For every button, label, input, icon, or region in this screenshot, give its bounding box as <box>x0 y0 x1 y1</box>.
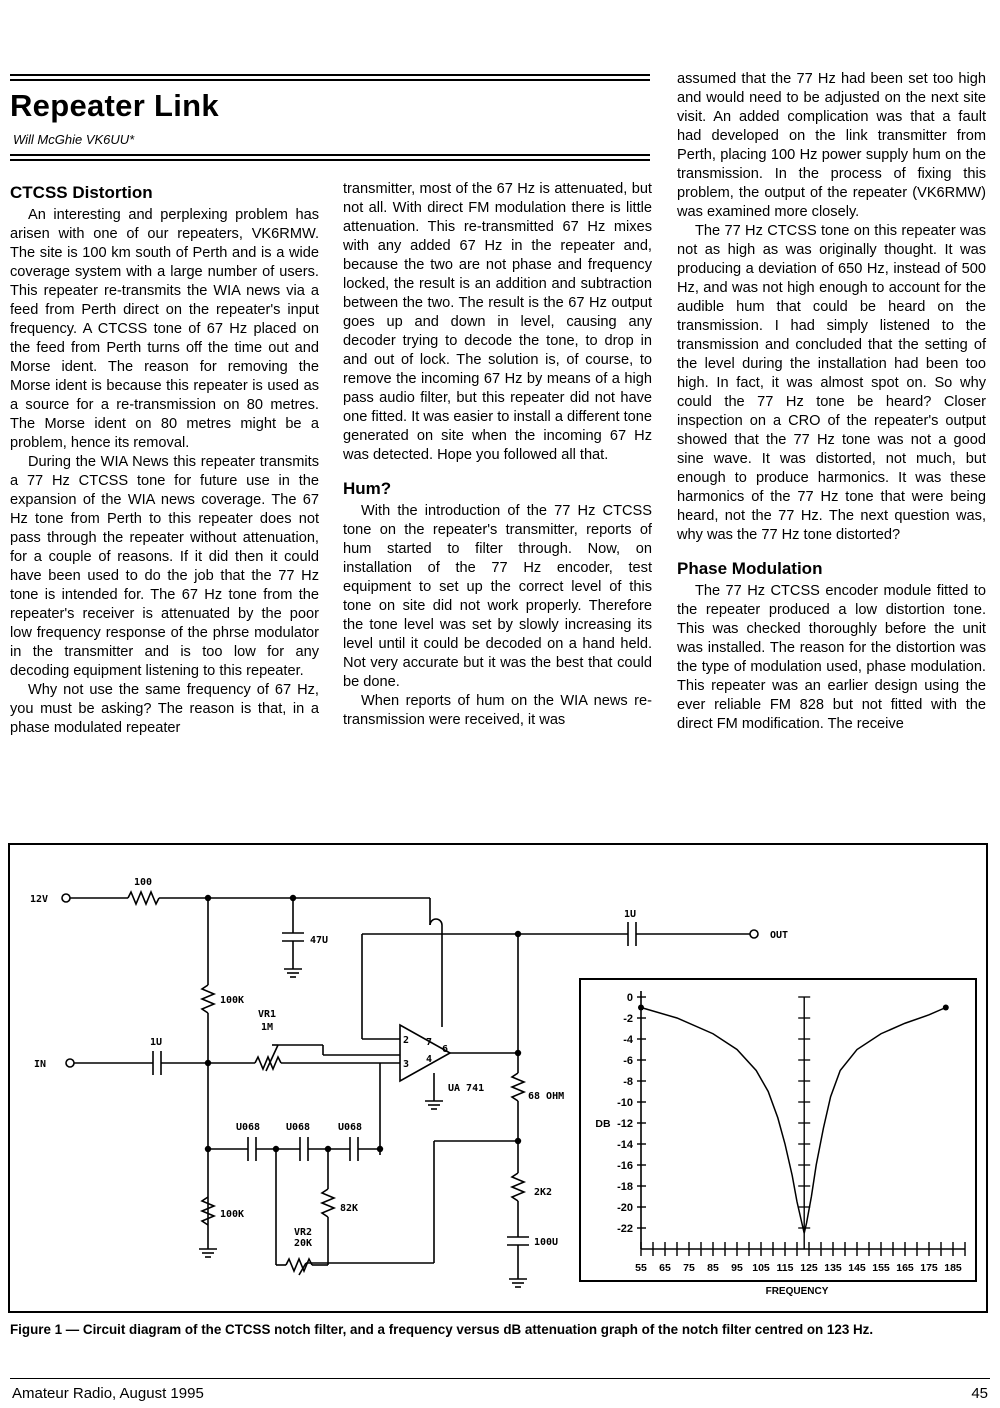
label-r68: 68 OHM <box>528 1091 565 1102</box>
label-c1u-out: 1U <box>624 909 637 920</box>
label-c1u-in: 1U <box>150 1037 163 1048</box>
data-point <box>638 1005 644 1011</box>
label-vr2: VR2 <box>294 1227 313 1238</box>
top-rule-2 <box>10 79 650 81</box>
top-rule <box>10 74 650 76</box>
y-tick-label: -14 <box>617 1139 633 1151</box>
paragraph: When reports of hum on the WIA news re-transmission were received, it was <box>343 693 652 728</box>
label-r82k: 82K <box>340 1203 359 1214</box>
resistor-100 <box>128 892 159 904</box>
y-axis-label: DB <box>595 1118 611 1130</box>
label-pin6: 6 <box>442 1044 449 1055</box>
section-heading-hum: Hum? <box>343 479 392 498</box>
y-tick-label: -22 <box>617 1223 633 1235</box>
column-2 <box>343 180 652 730</box>
label-pin3: 3 <box>403 1059 410 1070</box>
x-tick-label: 155 <box>872 1262 890 1274</box>
label-r100k-b: 100K <box>220 1209 245 1220</box>
paragraph: The 77 Hz CTCSS encoder module fitted to the repeater produced a low distortion tone. This was checked thoroughly before the unit was installed. The reason for the distortion was the type of modulation used, phase modulation. This repeater was an earlier design using the ever reliable FM 828 but not fitted with the direct FM modification. The receive <box>677 583 986 732</box>
y-tick-label: -16 <box>617 1160 633 1172</box>
resistor-82k <box>322 1189 334 1217</box>
label-out: OUT <box>770 930 789 941</box>
x-tick-label: 125 <box>800 1262 818 1274</box>
y-tick-label: -8 <box>623 1076 633 1088</box>
figure-caption: Figure 1 — Circuit diagram of the CTCSS notch filter, and a frequency versus dB attenuation graph of the notch filter centred on 123 Hz. <box>10 1322 874 1337</box>
label-c47: 47U <box>310 935 329 946</box>
potentiometer-vr2 <box>286 1259 312 1271</box>
y-tick-label: -18 <box>617 1181 633 1193</box>
figure-1 <box>8 843 988 1313</box>
resistor-68ohm <box>512 1073 524 1101</box>
x-tick-label: 115 <box>776 1262 794 1274</box>
x-tick-label: 105 <box>752 1262 770 1274</box>
label-12v: 12V <box>30 894 49 905</box>
y-tick-label: 0 <box>626 992 633 1004</box>
x-tick-label: 165 <box>896 1262 914 1274</box>
y-tick-label: -4 <box>623 1034 633 1046</box>
footer-rule <box>10 1378 990 1379</box>
x-tick-label: 65 <box>659 1262 671 1274</box>
y-tick-label: -12 <box>617 1118 633 1130</box>
x-tick-label: 75 <box>683 1262 695 1274</box>
paragraph: During the WIA News this repeater transmits a 77 Hz CTCSS tone for future use in the expansion of the WIA news coverage. The 67 Hz tone from Perth to this repeater does not pass through the repeater without attenuation, for a couple of reasons. If it did then it could have been used to do the job that the 77 Hz tone is intended for. The 67 Hz tone from the repeater's receiver is attenuated by the poor low frequency response of the phrse modulator in the transmitter and is too low for any decoding equipment listening to this repeater. <box>10 454 319 679</box>
y-tick-label: -10 <box>617 1097 633 1109</box>
x-tick-label: 175 <box>920 1262 938 1274</box>
paragraph: An interesting and perplexing problem has arisen with one of our repeaters, VK6RMW. The site is 100 km south of Perth and is a wide coverage system with a large number of users. This repeater re-transmits the WIA news via a feed from Perth direct on the repeater's input frequency. A CTCSS tone of 67 Hz placed on the feed from Perth turns off the time out and Morse ident. The reason for removing the Morse ident is because this repeater is used as a source for a re-transmission on 80 metres. The Morse ident on 80 metres might be a problem, hence its removal. <box>10 207 319 451</box>
footer-publication: Amateur Radio, August 1995 <box>12 1385 204 1402</box>
label-c068a: U068 <box>236 1122 261 1133</box>
label-vr1: VR1 <box>258 1009 277 1020</box>
terminal-in <box>66 1059 74 1067</box>
paragraph: transmitter, most of the 67 Hz is attenuated, but not all. With direct FM modulation there is little attenuation. This re-transmitted 67 Hz mixes with any added 67 Hz in the repeater and, because the two are not phase and frequency locked, the result is an addition and subtraction between the two. The result is the 67 Hz output goes up and down in level, causing any decoder trying to decode the tone, to drop in and out of lock. The solution is, of course, to remove the incoming 67 Hz by means of a high pass audio filter, but this repeater did not have one fitted. It was easier to install a different tone generated on site when the incoming 67 Hz was detected. Hope you followed all that. <box>343 181 652 463</box>
label-vr2-value: 20K <box>294 1238 313 1249</box>
y-tick-label: -6 <box>623 1055 633 1067</box>
data-point <box>943 1005 949 1011</box>
label-pin4: 4 <box>426 1054 433 1065</box>
x-tick-label: 85 <box>707 1262 719 1274</box>
x-axis-label: FREQUENCY <box>765 1286 829 1297</box>
x-tick-label: 145 <box>848 1262 866 1274</box>
label-c068c: U068 <box>338 1122 363 1133</box>
series-line <box>641 1008 946 1234</box>
resistor-100k <box>202 985 214 1013</box>
circuit-diagram <box>10 845 990 1315</box>
y-tick-label: -20 <box>617 1202 633 1214</box>
paragraph: assumed that the 77 Hz had been set too high and would need to be adjusted on the next site visit. An added complication was that a fault had developed on the link transmitter from Perth, placing 100 Hz power supply hum on the transmission. In the process of fixing this problem, the output of the repeater (VK6RMW) was examined more closely. <box>677 71 986 220</box>
section-heading-ctcss: CTCSS Distortion <box>10 183 153 202</box>
label-in: IN <box>34 1059 47 1070</box>
label-r100k-a: 100K <box>220 995 245 1006</box>
resistor-2k2 <box>512 1173 524 1201</box>
label-r100: 100 <box>134 877 153 888</box>
paragraph: Why not use the same frequency of 67 Hz, you must be asking? The reason is that, in a phase modulated repeater <box>10 682 319 736</box>
column-1 <box>10 183 319 738</box>
chart-frame <box>580 979 976 1281</box>
label-vr1-value: 1M <box>261 1022 274 1033</box>
paragraph: The 77 Hz CTCSS tone on this repeater was not as high as was originally thought. It was producing a deviation of 650 Hz, instead of 500 Hz, and was not high enough to account for the audible hum that could be heard on the transmission. I had simply listened to the transmission and concluded that the setting of the level during the installation had been too high. In fact, it was almost spot on. So why could the 77 Hz tone be heard? Closer inspection on a CRO of the repeater's output showed that the 77 Hz tone was not a good sine wave. It was distorted, not much, but enough to produce harmonics. It was these harmonics of the 77 Hz tone that were being heard, not the 77 Hz. The next question was, why was the 77 Hz tone distorted? <box>677 223 986 543</box>
byline: Will McGhie VK6UU* <box>13 132 135 147</box>
notch-filter-chart <box>595 991 965 1297</box>
label-c100u: 100U <box>534 1237 559 1248</box>
label-pin7: 7 <box>426 1037 433 1048</box>
column-3 <box>677 70 986 734</box>
page-number: 45 <box>971 1385 988 1402</box>
y-tick-label: -2 <box>623 1013 633 1025</box>
label-pin2: 2 <box>403 1035 410 1046</box>
terminal-12v <box>62 894 70 902</box>
section-heading-phase-modulation: Phase Modulation <box>677 559 823 578</box>
terminal-out <box>750 930 758 938</box>
x-tick-label: 95 <box>731 1262 743 1274</box>
article-title: Repeater Link <box>10 88 219 123</box>
x-tick-label: 185 <box>944 1262 962 1274</box>
x-tick-label: 135 <box>824 1262 842 1274</box>
mid-rule-2 <box>10 159 650 161</box>
x-tick-label: 55 <box>635 1262 647 1274</box>
label-r2k2: 2K2 <box>534 1187 553 1198</box>
label-c068b: U068 <box>286 1122 311 1133</box>
mid-rule <box>10 154 650 156</box>
label-ic: UA 741 <box>448 1083 485 1094</box>
paragraph: With the introduction of the 77 Hz CTCSS tone on the repeater's transmitter, reports of hum started to filter through. Now, on installation of the 77 Hz encoder, test equipment to set up the correct level of this tone on site did not work properly. Therefore the tone level was set by slowly increasing its level until it could be decoded on a hand held. Not very accurate but it was the best that could be done. <box>343 503 652 690</box>
